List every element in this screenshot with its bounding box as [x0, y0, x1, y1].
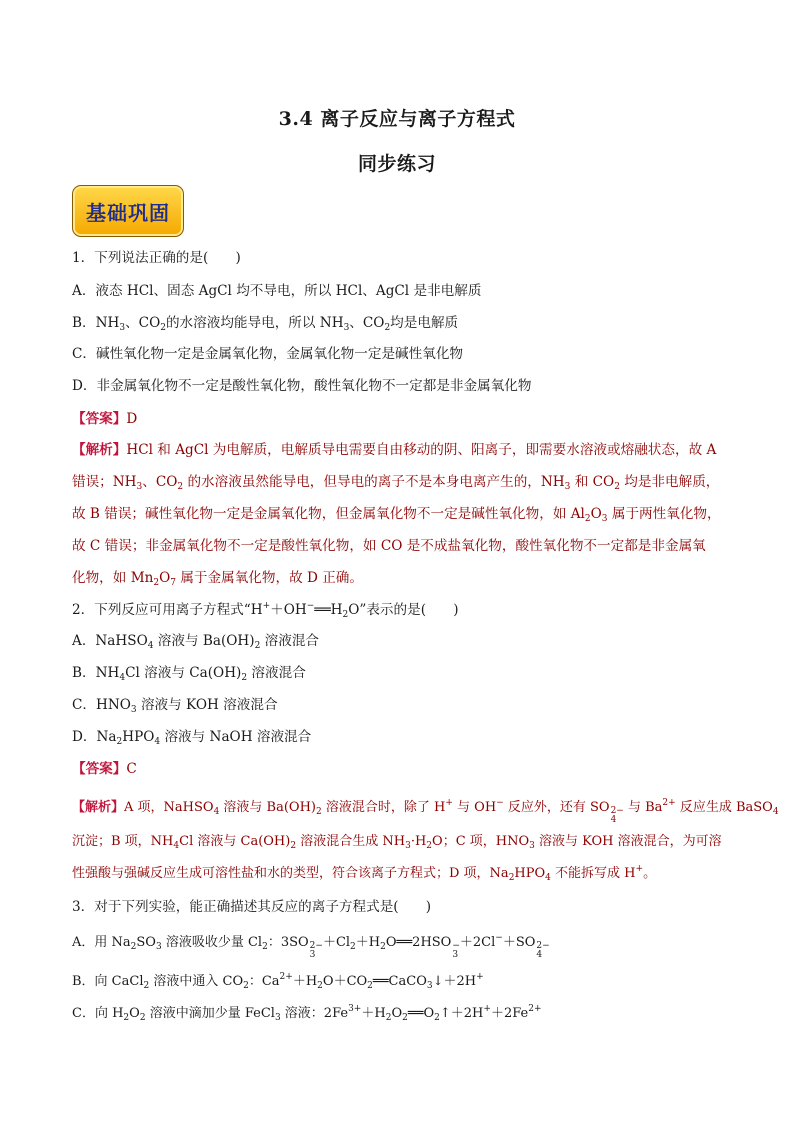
page-subtitle: 同步练习 [357, 153, 436, 175]
section-badge [72, 185, 184, 237]
q3-option-b: B．向 CaCl$_2$ 溶液中通入 $CO_2$：$Ca^{2+}+H_2O+CO_2══CaCO_3↓+2H^+$ [72, 972, 484, 991]
q1-option-b: B．$NH_3$、$CO_2$的水溶液均能导电，所以 $NH_3$、$CO_2$均是电解质 [72, 315, 459, 333]
q1-analysis-line-5: 化物，如 $Mn_2O_7$ 属于金属氧化物，故 D 正确。 [72, 570, 363, 588]
q2-option-b: B．$NH_4Cl$ 溶液与 $Ca(OH)_2$ 溶液混合 [72, 665, 306, 683]
q1-option-a: A．液态 HCl、固态 AgCl 均不导电，所以 HCl、AgCl 是非电解质 [72, 283, 482, 299]
q1-analysis-line-3: 故 B 错误；碱性氧化物一定是金属氧化物，但金属氧化物不一定是碱性氧化物，如 $Al_2O_3$ 属于两性氧化物， [72, 506, 721, 524]
q3-option-c: C．向 $H_2O_2$ 溶液中滴加少量 FeCl$_3$ 溶液：$2Fe^{3+}+H_2O_2══O_2↑+2H^++2Fe^{2+}$ [72, 1004, 542, 1023]
q1-stem: 1．下列说法正确的是( ) [72, 250, 241, 266]
q2-answer: 【答案】C [72, 761, 137, 777]
section-badge-label: 基础巩固 [86, 200, 170, 225]
q1-answer: 【答案】D [72, 411, 138, 427]
q2-analysis-line-3: 性强酸与强碱反应生成可溶性盐和水的类型，符合该离子方程式；D 项，$Na_2HPO_4$ 不能拆写成 H+。 [72, 864, 657, 883]
q2-analysis-line-2: 沉淀；B 项，$NH_4Cl$ 溶液与 $Ca(OH)_2$ 溶液混合生成 $NH_3\cdot H_2O$；C 项，$HNO_3$ 溶液与 KOH 溶液混合，为可溶 [72, 834, 722, 851]
page-title: 3.4 离子反应与离子方程式 [278, 108, 516, 130]
q2-option-a: A．NaHSO$_4$ 溶液与 $Ba(OH)_2$ 溶液混合 [72, 633, 320, 651]
q1-analysis-line-4: 故 C 错误；非金属氧化物不一定是酸性氧化物，如 CO 是不成盐氧化物，酸性氧化物不一定都是非金属氧 [72, 538, 706, 554]
q3-option-a: A．用 $Na_2SO_3$ 溶液吸收少量 $Cl_2$：3SO 2− 3 $+Cl_2+H_2O══2HSO$ − 3 ＋2Cl−＋SO 2− 4 [72, 933, 550, 960]
q2-stem: 2．下列反应可用离子方程式“$H^++OH^-══H_2O$”表示的是( ) [72, 601, 459, 620]
q1-analysis-line-2: 错误；$NH_3$、$CO_2$ 的水溶液虽然能导电，但导电的离子不是本身电离产生的，$NH_3$ 和 $CO_2$ 均是非电解质， [72, 474, 720, 492]
q1-analysis-line-1: 【解析】HCl 和 AgCl 为电解质，电解质导电需要自由移动的阴、阳离子，即需要水溶液或熔融状态，故 A [72, 442, 717, 458]
q2-analysis-line-1: 【解析】A 项，NaHSO$_4$ 溶液与 $Ba(OH)_2$ 溶液混合时，除了 H+ 与 OH− 反应外，还有 SO 2− 4 与 $Ba^{2+}$ 反应生成 BaSO$_4$ [72, 798, 779, 825]
q2-option-c: C．$HNO_3$ 溶液与 KOH 溶液混合 [72, 697, 278, 715]
q2-option-d: D．$Na_2HPO_4$ 溶液与 NaOH 溶液混合 [72, 729, 312, 747]
q1-option-c: C．碱性氧化物一定是金属氧化物，金属氧化物一定是碱性氧化物 [72, 346, 464, 362]
q3-stem: 3．对于下列实验，能正确描述其反应的离子方程式是( ) [72, 899, 432, 915]
q1-option-d: D．非金属氧化物不一定是酸性氧化物，酸性氧化物不一定都是非金属氧化物 [72, 378, 532, 394]
